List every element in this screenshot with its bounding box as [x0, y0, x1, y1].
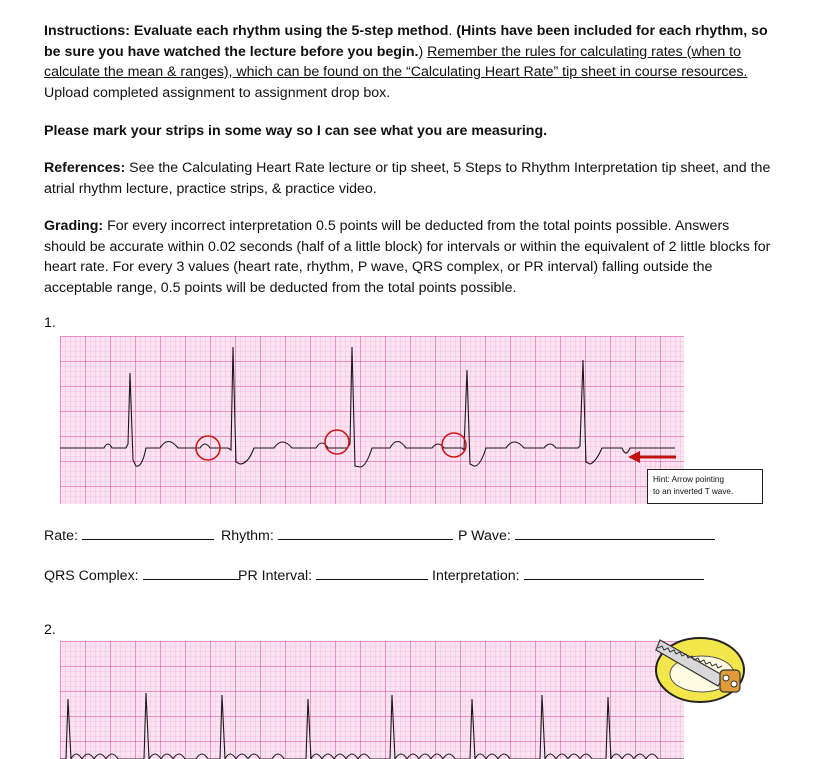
references-label: References: — [44, 160, 126, 176]
instructions-method: Evaluate each rhythm using the 5-step method — [129, 23, 449, 39]
p-wave-field — [458, 526, 715, 544]
grading-text: For every incorrect interpretation 0.5 points will be deducted from the total points possible. Answers should be accurate within 0.02 seconds (half of a little block) for intervals or within the equivalent of 2 little blocks for heart rate. For every 3 values (heart rate, rhythm, P wave, QRS complex, or PR interval) falling outside the acceptable range, 0.5 points will be deducted from the total points possible. — [44, 218, 771, 296]
hint-line-1: Hint: Arrow pointing — [653, 475, 724, 484]
p-wave-label: P Wave: — [458, 528, 511, 544]
interpretation-label: Interpretation: — [432, 568, 520, 584]
instructions-hint-note: (Hints have been included for each rhythm, so be sure you have watched the lecture before you begin. — [44, 23, 768, 60]
p-wave-blank[interactable] — [515, 526, 715, 540]
interpretation-blank[interactable] — [524, 566, 704, 580]
pr-interval-label: PR Interval: — [238, 568, 313, 584]
rate-label: Rate: — [44, 528, 78, 544]
strip-1-number: 1. — [44, 315, 56, 331]
instructions-period: . — [448, 23, 457, 39]
instructions-close-paren: ) — [418, 43, 428, 60]
pr-interval-blank[interactable] — [316, 566, 428, 580]
interpretation-field — [432, 566, 704, 584]
mark-strips-note: Please mark your strips in some way so I can see what you are measuring. — [44, 123, 548, 139]
references-text: See the Calculating Heart Rate lecture or tip sheet, 5 Steps to Rhythm Interpretation tip sheet, and the atrial rhythm lecture, practice strips, & practice video. — [44, 160, 771, 197]
rhythm-label: Rhythm: — [221, 528, 274, 544]
instructions-label: Instructions: — [44, 23, 130, 39]
instructions-upload: Upload completed assignment to assignment drop box. — [44, 84, 391, 101]
ecg-strip-1 — [60, 336, 684, 504]
grading-paragraph — [44, 216, 774, 298]
qrs-label: QRS Complex: — [44, 568, 139, 584]
saw-clipart-icon — [652, 626, 748, 706]
hint-box — [647, 469, 763, 504]
instructions-paragraph — [44, 21, 774, 103]
references-paragraph — [44, 158, 774, 199]
hint-line-2: to an inverted T wave. — [653, 487, 734, 496]
strip-2-number: 2. — [44, 622, 56, 638]
qrs-field — [44, 566, 239, 584]
rate-field — [44, 526, 214, 544]
instructions-rules-link: Remember the rules for calculating rates (when to calculate the mean & ranges), which can be found on the “Calculating Heart Rate” tip sheet in course resources. — [44, 43, 748, 80]
ecg-strip-2 — [60, 641, 684, 759]
ecg-grid-1 — [60, 336, 684, 504]
ecg-grid-2 — [60, 641, 684, 759]
rhythm-blank[interactable] — [278, 526, 453, 540]
pr-interval-field — [238, 566, 428, 584]
grading-label: Grading: — [44, 218, 104, 234]
rhythm-field — [221, 526, 453, 544]
rate-blank[interactable] — [82, 526, 214, 540]
qrs-blank[interactable] — [143, 566, 239, 580]
